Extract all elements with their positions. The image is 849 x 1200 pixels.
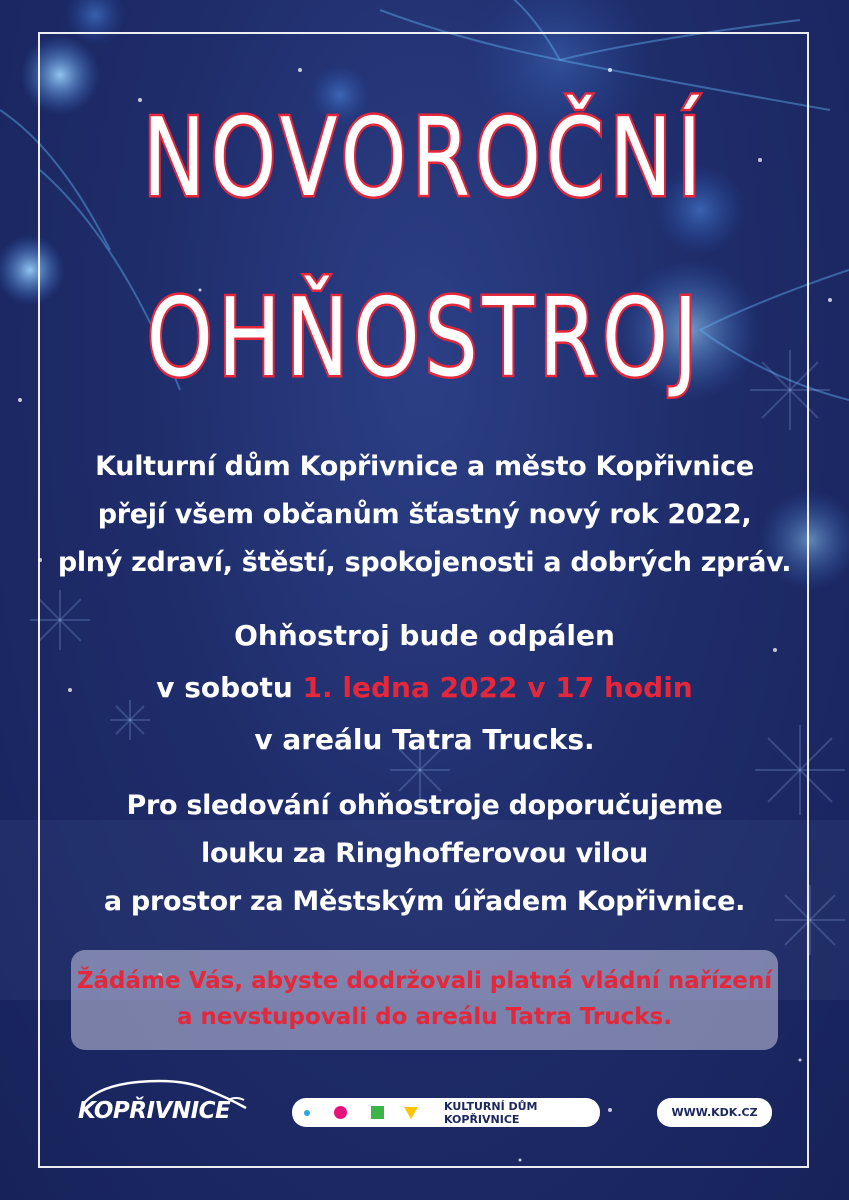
dot-icon <box>304 1110 310 1116</box>
event-date-prefix: v sobotu <box>156 671 303 704</box>
greeting-line: plný zdraví, štěstí, spokojenosti a dobrých zpráv. <box>57 547 792 578</box>
event-line: Ohňostroj bude odpálen <box>234 619 615 652</box>
website-text[interactable]: WWW.KDK.CZ <box>671 1106 758 1119</box>
title-line-2: OHŇOSTROJ <box>146 276 703 401</box>
notice-line: Žádáme Vás, abyste dodržovali platná vládní nařízení <box>76 968 773 994</box>
city-logo <box>78 1070 248 1134</box>
website-link[interactable] <box>657 1098 772 1127</box>
circle-icon <box>334 1106 347 1119</box>
square-icon <box>371 1106 384 1119</box>
viewing-line: a prostor za Městským úřadem Kopřivnice. <box>103 886 746 917</box>
viewing-line: Pro sledování ohňostroje doporučujeme <box>126 790 723 821</box>
viewing-paragraph <box>50 782 799 926</box>
city-logo-text: KOPŘIVNICE <box>78 1098 231 1124</box>
notice-box <box>71 950 778 1050</box>
greeting-line: Kulturní dům Kopřivnice a město Kopřivnice <box>95 451 754 482</box>
kdk-logo-shapes <box>304 1106 418 1119</box>
event-paragraph <box>50 610 799 766</box>
event-date-highlight: 1. ledna 2022 v 17 hodin <box>302 671 693 704</box>
kdk-label: KULTURNÍ DŮM KOPŘIVNICE <box>444 1099 538 1126</box>
greeting-paragraph <box>50 443 799 587</box>
kdk-badge <box>292 1098 600 1127</box>
viewing-line: louku za Ringhofferovou vilou <box>201 838 648 869</box>
notice-line: a nevstupovali do areálu Tatra Trucks. <box>177 1004 672 1030</box>
title-line-1: NOVOROČNÍ <box>142 96 707 221</box>
event-line: v areálu Tatra Trucks. <box>254 723 595 756</box>
greeting-line: přejí všem občanům šťastný nový rok 2022, <box>97 499 752 530</box>
triangle-icon <box>404 1107 418 1119</box>
event-date-line <box>50 662 799 714</box>
